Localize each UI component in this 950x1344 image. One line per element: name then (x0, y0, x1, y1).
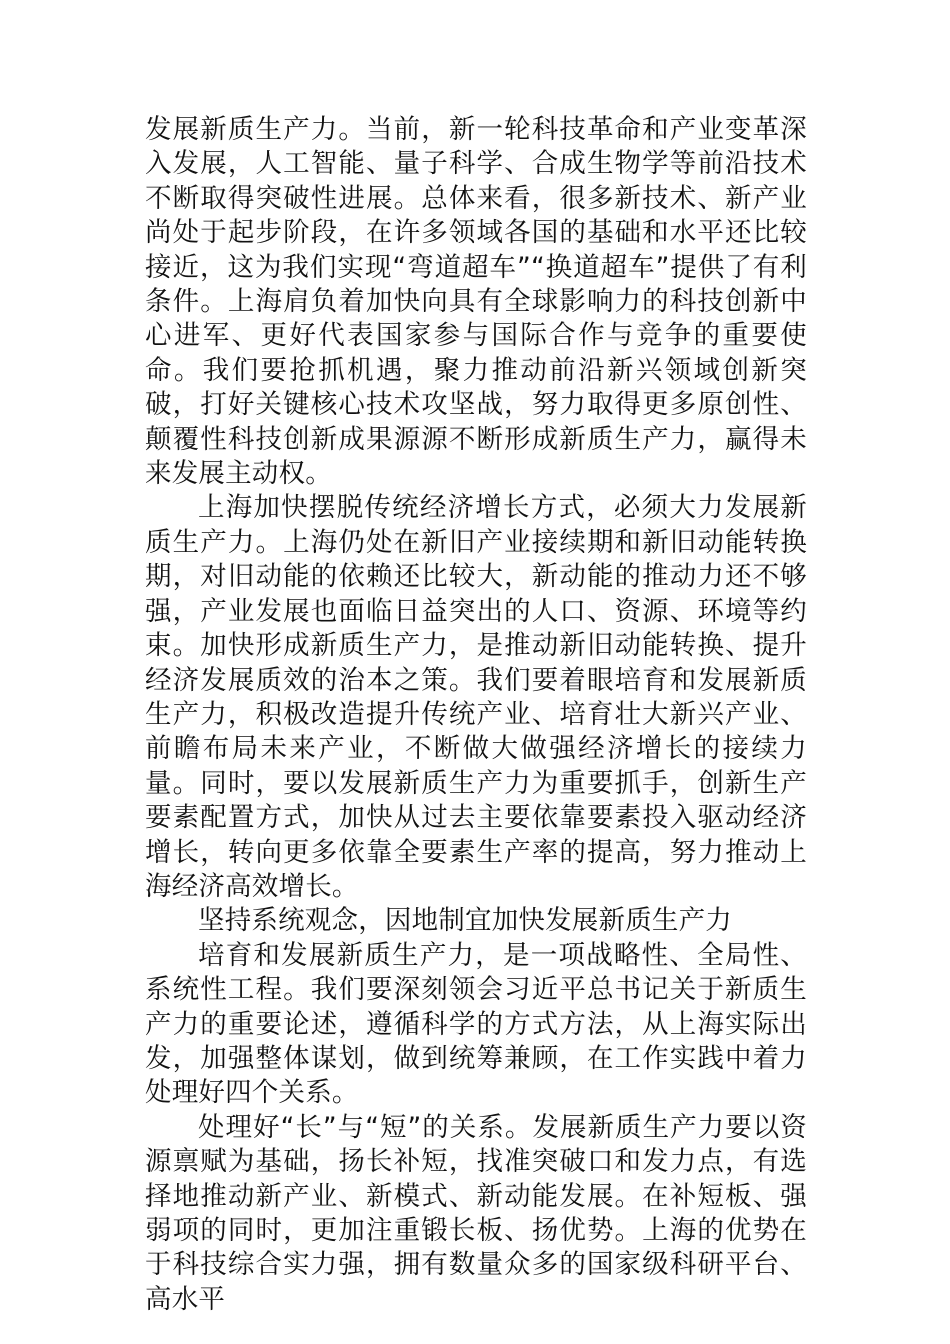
paragraph-3: 培育和发展新质生产力，是一项战略性、全局性、系统性工程。我们要深刻领会习近平总书记关于新质生产力的重要论述，遵循科学的方式方法，从上海实际出发，加强整体谋划，做到统筹兼顾，在工作实践中着力处理好四个关系。 (145, 939, 807, 1109)
paragraph-2: 上海加快摆脱传统经济增长方式，必须大力发展新质生产力。上海仍处在新旧产业接续期和新旧动能转换期，对旧动能的依赖还比较大，新动能的推动力还不够强，产业发展也面临日益突出的人口、资源、环境等约束。加快形成新质生产力，是推动新旧动能转换、提升经济发展质效的治本之策。我们要着眼培育和发展新质生产力，积极改造提升传统产业、培育壮大新兴产业、前瞻布局未来产业，不断做大做强经济增长的接续力量。同时，要以发展新质生产力为重要抓手，创新生产要素配置方式，加快从过去主要依靠要素投入驱动经济增长，转向更多依靠全要素生产率的提高，努力推动上海经济高效增长。 (145, 492, 807, 902)
paragraph-1: 发展新质生产力。当前，新一轮科技革命和产业变革深入发展，人工智能、量子科学、合成生物学等前沿技术不断取得突破性进展。总体来看，很多新技术、新产业尚处于起步阶段，在许多领域各国的基础和水平还比较接近，这为我们实现“弯道超车”“换道超车”提供了有利条件。上海肩负着加快向具有全球影响力的科技创新中心进军、更好代表国家参与国际合作与竞争的重要使命。我们要抢抓机遇，聚力推动前沿新兴领域创新突破，打好关键核心技术攻坚战，努力取得更多原创性、颠覆性科技创新成果源源不断形成新质生产力，赢得未来发展主动权。 (145, 114, 807, 490)
document-body (145, 113, 807, 1317)
section-heading: 坚持系统观念，因地制宜加快发展新质生产力 (198, 905, 732, 937)
paragraph-4: 处理好“长”与“短”的关系。发展新质生产力要以资源禀赋为基础，扬长补短，找准突破口和发力点，有选择地推动新产业、新模式、新动能发展。在补短板、强弱项的同时，更加注重锻长板、扬优势。上海的优势在于科技综合实力强，拥有数量众多的国家级科研平台、高水平 (145, 1111, 807, 1315)
